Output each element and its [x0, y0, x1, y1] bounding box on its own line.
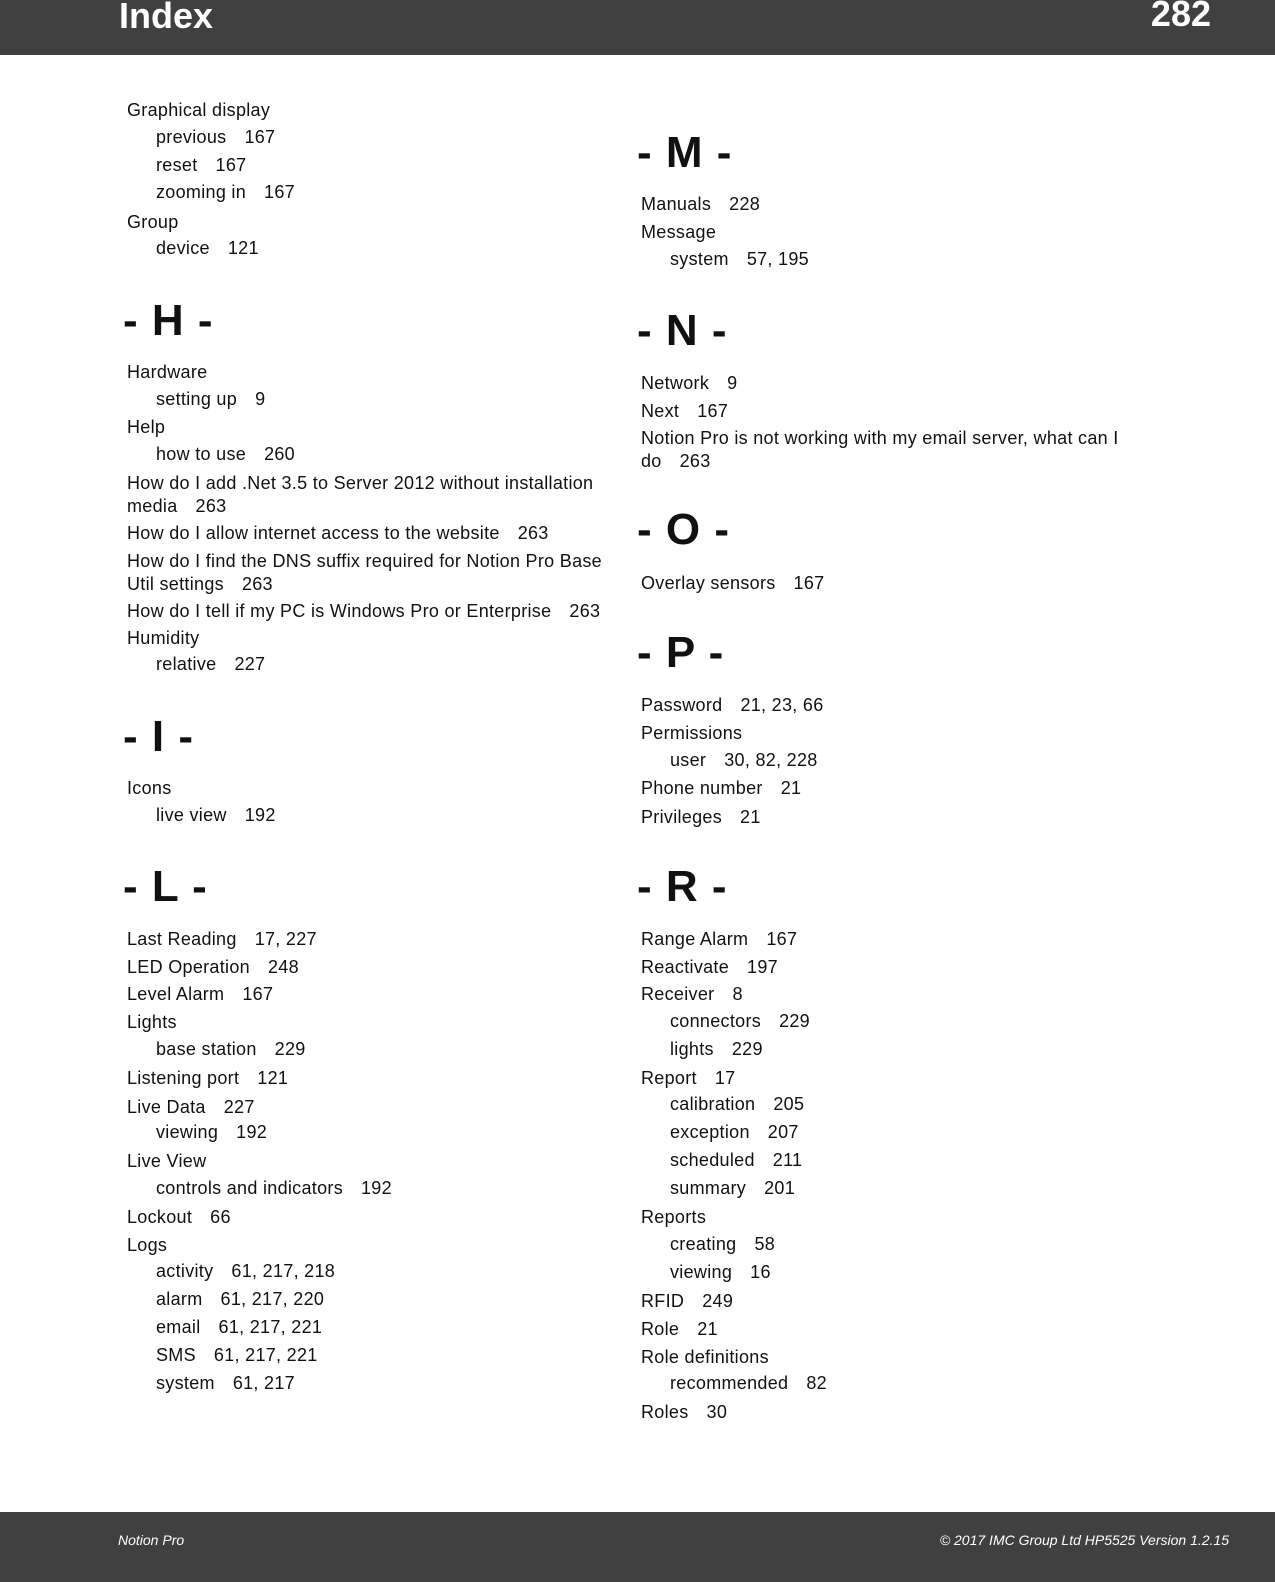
- index-term: activity: [156, 1261, 214, 1281]
- index-subentry-controls-and-indicators: [123, 1177, 392, 1200]
- index-page-ref: 263: [679, 451, 711, 471]
- index-term: LED Operation: [127, 957, 250, 977]
- index-term: exception: [670, 1122, 750, 1142]
- index-entry-how-do-i-tell-if-my-pc-is-windows-pro-or-enterprise: [123, 600, 600, 623]
- index-page-ref: 205: [773, 1094, 805, 1114]
- index-term: summary: [670, 1178, 747, 1198]
- index-page-ref: 61, 217: [232, 1373, 295, 1393]
- index-entry-how-do-i-allow-internet-access-to-the-website: [123, 522, 549, 545]
- index-term: RFID: [641, 1291, 685, 1311]
- index-term: Receiver: [641, 984, 715, 1004]
- index-term: recommended: [670, 1373, 789, 1393]
- index-entry-help: [123, 416, 165, 439]
- index-term: Group: [127, 212, 179, 232]
- index-page-ref: 167: [793, 573, 825, 593]
- index-page-ref: 17: [714, 1068, 736, 1088]
- index-entry-reactivate: [637, 956, 778, 979]
- index-subentry-how-to-use: [123, 443, 295, 466]
- index-term: how to use: [156, 444, 247, 464]
- index-page-ref: 201: [764, 1178, 796, 1198]
- index-term: How do I find the DNS suffix required for Notion Pro Base Util settings: [127, 551, 602, 594]
- index-subentry-activity: [123, 1260, 335, 1283]
- index-entry-live-data: [123, 1096, 255, 1119]
- index-term: SMS: [156, 1345, 196, 1365]
- index-entry-message: [637, 221, 716, 244]
- index-page-ref: 192: [361, 1178, 392, 1198]
- index-entry-notion-pro-is-not-working-with-my-email-server-what-can-i-do: [637, 427, 1131, 473]
- index-subentry-exception: [637, 1121, 799, 1144]
- index-subentry-setting-up: [123, 388, 265, 411]
- index-term: connectors: [670, 1011, 762, 1031]
- index-term: user: [670, 750, 707, 770]
- index-entry-icons: [123, 777, 172, 800]
- index-letter-heading: - O -: [637, 505, 730, 554]
- index-term: Overlay sensors: [641, 573, 776, 593]
- index-term: Hardware: [127, 362, 208, 382]
- index-letter-heading: - M -: [637, 128, 733, 177]
- index-term: Message: [641, 222, 717, 242]
- index-page-ref: 260: [264, 444, 295, 464]
- index-page-ref: 61, 217, 221: [218, 1317, 323, 1337]
- index-page-ref: 229: [779, 1011, 810, 1031]
- index-term: Password: [641, 695, 723, 715]
- index-page-ref: 167: [264, 182, 295, 202]
- index-page-ref: 248: [267, 957, 299, 977]
- index-term: Range Alarm: [641, 929, 749, 949]
- index-page-ref: 61, 217, 221: [213, 1345, 318, 1365]
- index-subentry-sms: [123, 1344, 318, 1367]
- index-term: Logs: [127, 1235, 168, 1255]
- index-term: viewing: [156, 1122, 219, 1142]
- index-term: base station: [156, 1039, 257, 1059]
- index-page-ref: 121: [257, 1068, 289, 1088]
- index-page-ref: 211: [772, 1150, 803, 1170]
- footer-copyright: © 2017 IMC Group Ltd HP5525 Version 1.2.15: [939, 1532, 1229, 1548]
- index-page-ref: 263: [569, 601, 601, 621]
- index-term: live view: [156, 805, 227, 825]
- index-term: Permissions: [641, 723, 743, 743]
- index-term: Live Data: [127, 1097, 206, 1117]
- index-page-ref: 192: [236, 1122, 268, 1142]
- index-page-ref: 228: [729, 194, 761, 214]
- index-entry-hardware: [123, 361, 207, 384]
- index-entry-role-definitions: [637, 1346, 769, 1369]
- index-term: Listening port: [127, 1068, 240, 1088]
- index-term: lights: [670, 1039, 714, 1059]
- footer-product: Notion Pro: [118, 1532, 185, 1548]
- index-subentry-user: [637, 749, 818, 772]
- index-subentry-viewing: [637, 1261, 771, 1284]
- index-term: Humidity: [127, 628, 200, 648]
- index-term: creating: [670, 1234, 737, 1254]
- index-term: Network: [641, 373, 710, 393]
- index-subentry-zooming-in: [123, 181, 295, 204]
- index-page-ref: 21: [697, 1319, 718, 1339]
- index-subentry-previous: [123, 126, 275, 149]
- page-number: 282: [1150, 0, 1211, 34]
- index-letter-heading: - L -: [123, 862, 208, 911]
- index-subentry-connectors: [637, 1010, 810, 1033]
- index-entry-live-view: [123, 1150, 206, 1173]
- page-footer: [0, 1512, 1275, 1582]
- index-entry-humidity: [123, 627, 199, 650]
- index-term: Level Alarm: [127, 984, 225, 1004]
- index-page-ref: 17, 227: [254, 929, 317, 949]
- index-entry-privileges: [637, 806, 761, 829]
- page-title: Index: [119, 0, 214, 36]
- index-subentry-lights: [637, 1038, 763, 1061]
- index-term: Report: [641, 1068, 697, 1088]
- index-entry-roles: [637, 1401, 727, 1424]
- index-term: previous: [156, 127, 227, 147]
- index-term: Icons: [127, 778, 172, 798]
- index-page-ref: 249: [702, 1291, 734, 1311]
- index-page-ref: 263: [517, 523, 549, 543]
- index-term: alarm: [156, 1289, 203, 1309]
- index-subentry-device: [123, 237, 259, 260]
- index-term: reset: [156, 155, 198, 175]
- index-subentry-email: [123, 1316, 322, 1339]
- index-page-ref: 30: [706, 1402, 728, 1422]
- index-page-ref: 21: [780, 778, 802, 798]
- index-term: Lights: [127, 1012, 177, 1032]
- index-entry-level-alarm: [123, 983, 273, 1006]
- index-page-ref: 21, 23, 66: [740, 695, 824, 715]
- index-term: Live View: [127, 1151, 207, 1171]
- index-page-ref: 167: [242, 984, 274, 1004]
- index-entry-network: [637, 372, 737, 395]
- index-subentry-viewing: [123, 1121, 267, 1144]
- index-subentry-reset: [123, 154, 246, 177]
- index-page-ref: 263: [195, 496, 227, 516]
- index-entry-receiver: [637, 983, 743, 1006]
- index-entry-last-reading: [123, 928, 317, 951]
- index-page-ref: 8: [732, 984, 743, 1004]
- index-page-ref: 167: [766, 929, 798, 949]
- index-subentry-relative: [123, 653, 265, 676]
- index-entry-password: [637, 694, 824, 717]
- index-letter-heading: - H -: [123, 296, 214, 345]
- index-term: calibration: [670, 1094, 756, 1114]
- index-term: Roles: [641, 1402, 689, 1422]
- index-entry-logs: [123, 1234, 167, 1257]
- index-page-ref: 263: [241, 574, 273, 594]
- index-page-ref: 229: [731, 1039, 763, 1059]
- index-term: Role: [641, 1319, 680, 1339]
- index-page-ref: 82: [806, 1373, 827, 1393]
- index-term: Lockout: [127, 1207, 193, 1227]
- index-term: Phone number: [641, 778, 763, 798]
- index-entry-role: [637, 1318, 718, 1341]
- index-entry-how-do-i-add-net-3-5-to-server-2012-without-installation-media: [123, 472, 617, 518]
- index-subentry-system: [637, 248, 809, 271]
- index-page-ref: 30, 82, 228: [724, 750, 818, 770]
- index-term: device: [156, 238, 210, 258]
- index-term: Manuals: [641, 194, 712, 214]
- index-letter-heading: - I -: [123, 712, 194, 761]
- index-term: Help: [127, 417, 166, 437]
- index-entry-manuals: [637, 193, 760, 216]
- page-header: [0, 0, 1275, 55]
- index-page-ref: 58: [754, 1234, 776, 1254]
- index-term: How do I add .Net 3.5 to Server 2012 without installation media: [127, 473, 594, 516]
- index-term: Reports: [641, 1207, 707, 1227]
- index-term: scheduled: [670, 1150, 755, 1170]
- index-page-ref: 227: [223, 1097, 255, 1117]
- index-page-ref: 61, 217, 218: [231, 1261, 336, 1281]
- index-term: Notion Pro is not working with my email server, what can I do: [641, 428, 1119, 471]
- index-entry-rfid: [637, 1290, 733, 1313]
- index-term: Last Reading: [127, 929, 237, 949]
- index-page-ref: 167: [215, 155, 247, 175]
- index-page-ref: 57, 195: [746, 249, 809, 269]
- index-subentry-scheduled: [637, 1149, 802, 1172]
- index-entry-listening-port: [123, 1067, 288, 1090]
- index-term: Reactivate: [641, 957, 730, 977]
- index-page-ref: 192: [244, 805, 276, 825]
- index-term: email: [156, 1317, 201, 1337]
- index-entry-led-operation: [123, 956, 299, 979]
- index-page-ref: 121: [227, 238, 259, 258]
- index-entry-range-alarm: [637, 928, 797, 951]
- index-entry-report: [637, 1067, 735, 1090]
- index-term: Next: [641, 401, 680, 421]
- index-letter-heading: - P -: [637, 628, 725, 677]
- index-subentry-live-view: [123, 804, 276, 827]
- index-page-ref: 16: [750, 1262, 771, 1282]
- index-term: Graphical display: [127, 100, 271, 120]
- index-page-ref: 197: [747, 957, 778, 977]
- index-subentry-alarm: [123, 1288, 324, 1311]
- index-term: system: [156, 1373, 215, 1393]
- index-entry-overlay-sensors: [637, 572, 824, 595]
- index-page-ref: 61, 217, 220: [220, 1289, 325, 1309]
- index-entry-reports: [637, 1206, 706, 1229]
- index-subentry-system: [123, 1372, 295, 1395]
- index-page-ref: 229: [274, 1039, 306, 1059]
- index-term: Role definitions: [641, 1347, 769, 1367]
- index-letter-heading: - N -: [637, 306, 728, 355]
- index-entry-phone-number: [637, 777, 801, 800]
- index-letter-heading: - R -: [637, 862, 728, 911]
- index-subentry-creating: [637, 1233, 775, 1256]
- index-page-ref: 167: [244, 127, 276, 147]
- index-page-ref: 9: [727, 373, 738, 393]
- index-page-ref: 9: [255, 389, 266, 409]
- index-page-ref: 21: [740, 807, 761, 827]
- index-page-ref: 167: [697, 401, 729, 421]
- index-page-ref: 227: [234, 654, 266, 674]
- index-term: viewing: [670, 1262, 733, 1282]
- index-entry-lockout: [123, 1206, 231, 1229]
- index-entry-graphical-display: [123, 99, 270, 122]
- index-subentry-calibration: [637, 1093, 804, 1116]
- index-entry-permissions: [637, 722, 742, 745]
- index-term: Privileges: [641, 807, 723, 827]
- index-entry-group: [123, 211, 179, 234]
- index-term: How do I allow internet access to the website: [127, 523, 500, 543]
- index-term: setting up: [156, 389, 238, 409]
- index-entry-next: [637, 400, 728, 423]
- index-term: How do I tell if my PC is Windows Pro or Enterprise: [127, 601, 552, 621]
- index-term: system: [670, 249, 729, 269]
- index-term: zooming in: [156, 182, 247, 202]
- index-subentry-base-station: [123, 1038, 306, 1061]
- index-term: relative: [156, 654, 217, 674]
- index-entry-lights: [123, 1011, 177, 1034]
- index-subentry-recommended: [637, 1372, 827, 1395]
- index-term: controls and indicators: [156, 1178, 343, 1198]
- index-entry-how-do-i-find-the-dns-suffix-required-for-notion-pro-base-util-settings: [123, 550, 617, 596]
- index-subentry-summary: [637, 1177, 795, 1200]
- index-page-ref: 66: [210, 1207, 231, 1227]
- index-page-ref: 207: [767, 1122, 799, 1142]
